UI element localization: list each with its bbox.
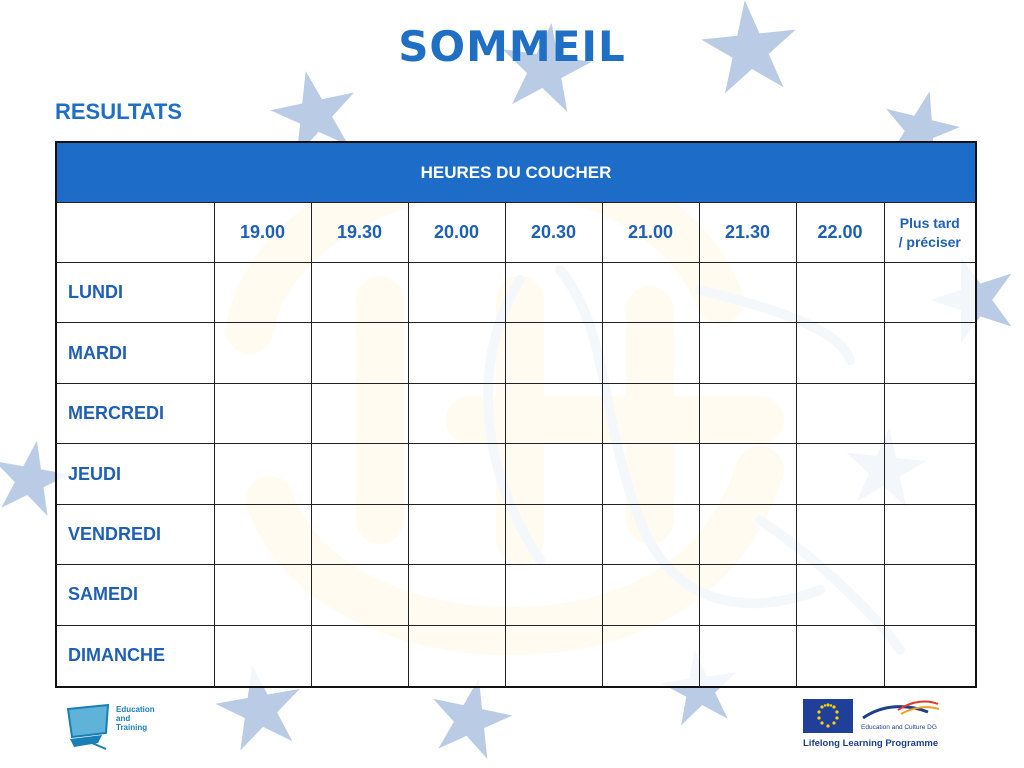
table-cell — [884, 625, 976, 687]
table-cell — [602, 263, 699, 323]
table-cell — [884, 504, 976, 564]
late-header-cell — [884, 203, 976, 263]
table-cell — [311, 565, 408, 625]
day-label: MERCREDI — [56, 383, 214, 443]
page-title: SOMMEIL — [398, 22, 626, 71]
corner-cell — [56, 203, 214, 263]
table-cell — [311, 504, 408, 564]
table-cell — [796, 565, 884, 625]
table-cell — [311, 444, 408, 504]
day-row — [56, 565, 976, 625]
table-cell — [408, 504, 505, 564]
table-cell — [796, 444, 884, 504]
table-cell — [214, 323, 311, 383]
day-label: MARDI — [56, 323, 214, 383]
time-header-cell: 20.30 — [505, 203, 602, 263]
day-label: DIMANCHE — [56, 625, 214, 687]
table-cell — [505, 263, 602, 323]
day-row — [56, 444, 976, 504]
table-cell — [505, 504, 602, 564]
time-header-cell: 22.00 — [796, 203, 884, 263]
time-header-cell: 19.30 — [311, 203, 408, 263]
table-cell — [884, 444, 976, 504]
time-header-cell: 19.00 — [214, 203, 311, 263]
table-cell — [311, 323, 408, 383]
table-cell — [602, 383, 699, 443]
day-row — [56, 504, 976, 564]
logo-caption-line: Training — [116, 723, 148, 732]
logo-caption-line: and — [116, 714, 131, 723]
table-cell — [214, 504, 311, 564]
table-cell — [214, 444, 311, 504]
logo-caption — [116, 705, 155, 732]
table-cell — [214, 383, 311, 443]
table-cell — [311, 625, 408, 687]
table-cell — [408, 383, 505, 443]
table-cell — [505, 565, 602, 625]
education-training-logo — [62, 703, 162, 753]
table-cell — [796, 323, 884, 383]
table-cell — [408, 625, 505, 687]
table-cell — [699, 323, 796, 383]
table-cell — [311, 383, 408, 443]
day-label: VENDREDI — [56, 504, 214, 564]
time-header-row — [56, 203, 976, 263]
table-cell — [699, 444, 796, 504]
table-cell — [408, 323, 505, 383]
day-row — [56, 323, 976, 383]
table-cell — [796, 383, 884, 443]
table-cell — [602, 504, 699, 564]
table-cell — [602, 444, 699, 504]
dg-caption: Education and Culture DG — [861, 724, 937, 731]
table-cell — [884, 565, 976, 625]
table-cell — [796, 263, 884, 323]
logo-caption-line: Education — [116, 705, 155, 714]
table-cell — [311, 263, 408, 323]
table-cell — [505, 625, 602, 687]
table-cell — [796, 625, 884, 687]
table-cell — [699, 625, 796, 687]
table-banner: HEURES DU COUCHER — [56, 142, 976, 203]
table-cell — [408, 444, 505, 504]
table-cell — [408, 565, 505, 625]
programme-caption: Lifelong Learning Programme — [803, 738, 939, 749]
table-cell — [602, 565, 699, 625]
time-header-cell: 20.00 — [408, 203, 505, 263]
table-cell — [699, 504, 796, 564]
late-header-line: / préciser — [898, 233, 961, 250]
day-label: SAMEDI — [56, 565, 214, 625]
day-label: LUNDI — [56, 263, 214, 323]
section-subtitle: RESULTATS — [55, 99, 183, 124]
day-label: JEUDI — [56, 444, 214, 504]
day-row — [56, 263, 976, 323]
lifelong-learning-logo — [803, 698, 953, 758]
table-cell — [505, 323, 602, 383]
table-cell — [884, 323, 976, 383]
table-cell — [214, 625, 311, 687]
table-cell — [602, 625, 699, 687]
table-cell — [505, 444, 602, 504]
late-header-line: Plus tard — [899, 214, 960, 231]
table-cell — [214, 263, 311, 323]
day-row — [56, 625, 976, 687]
bedtime-table — [55, 141, 977, 688]
table-cell — [699, 383, 796, 443]
table-cell — [884, 383, 976, 443]
time-header-cell: 21.30 — [699, 203, 796, 263]
day-row — [56, 383, 976, 443]
table-cell — [699, 565, 796, 625]
computer-screen-icon — [62, 703, 116, 751]
table-cell — [505, 383, 602, 443]
table-cell — [884, 263, 976, 323]
table-cell — [699, 263, 796, 323]
time-header-cell: 21.00 — [602, 203, 699, 263]
table-cell — [602, 323, 699, 383]
table-cell — [214, 565, 311, 625]
table-cell — [408, 263, 505, 323]
table-cell — [796, 504, 884, 564]
